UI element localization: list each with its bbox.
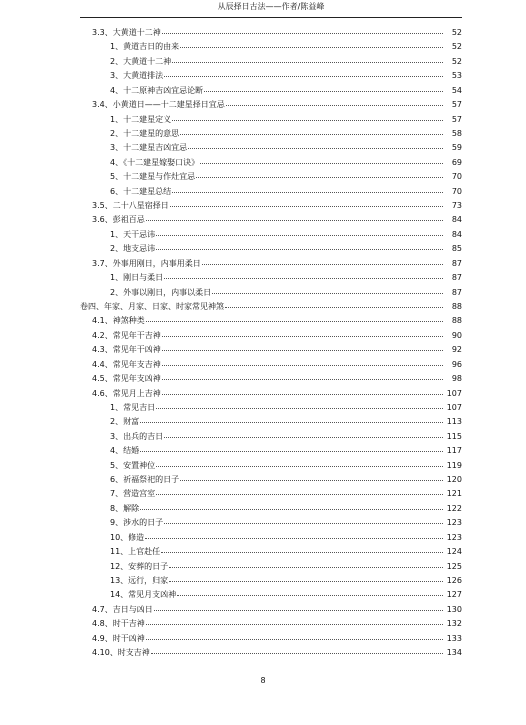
toc-entry-title: 9、涉水的日子 (110, 518, 164, 528)
toc-entry-page: 84 (451, 229, 462, 239)
toc-entry-title: 卷四、年家、月家、日家、时家常见神煞 (80, 301, 224, 311)
toc-entry[interactable] (110, 242, 462, 254)
toc-entry-page: 124 (446, 547, 462, 557)
toc-entry-title: 12、安葬的日子 (110, 561, 169, 571)
toc-entry[interactable] (92, 387, 462, 399)
toc-entry-page: 134 (446, 648, 462, 658)
toc-entry[interactable] (92, 213, 462, 225)
toc-leader-dots (151, 645, 443, 654)
toc-entry-title: 2、财富 (110, 417, 140, 427)
toc-entry-page: 107 (446, 388, 462, 398)
toc-entry[interactable] (110, 228, 462, 240)
toc-entry[interactable] (110, 502, 462, 514)
toc-entry[interactable] (110, 170, 462, 182)
toc-entry-title: 1、十二建星定义 (110, 114, 172, 124)
toc-entry-title: 4.9、时干凶神 (92, 633, 145, 643)
toc-entry-page: 120 (446, 475, 462, 485)
toc-entry[interactable] (110, 127, 462, 139)
toc-leader-dots (180, 39, 443, 48)
toc-leader-dots (196, 169, 443, 178)
toc-entry-page: 88 (451, 301, 462, 311)
toc-leader-dots (200, 155, 443, 164)
toc-entry-title: 6、祈福祭祀的日子 (110, 475, 180, 485)
toc-entry[interactable] (110, 55, 462, 67)
toc-entry[interactable] (110, 516, 462, 528)
toc-leader-dots (146, 212, 443, 221)
toc-entry-title: 10、修造 (110, 532, 145, 542)
toc-entry[interactable] (92, 372, 462, 384)
toc-entry[interactable] (110, 430, 462, 442)
page-header (80, 0, 462, 18)
toc-leader-dots (156, 241, 443, 250)
toc-entry-title: 1、天干忌讳 (110, 229, 156, 239)
toc-entry[interactable] (110, 156, 462, 168)
toc-entry-title: 1、常见吉日 (110, 402, 156, 412)
toc-entry[interactable] (110, 444, 462, 456)
toc-entry-page: 125 (446, 561, 462, 571)
toc-entry-title: 5、十二建星与作灶宜忌 (110, 172, 196, 182)
toc-leader-dots (154, 602, 443, 611)
toc-entry-title: 6、十二建星总结 (110, 186, 172, 196)
toc-leader-dots (172, 54, 443, 63)
toc-entry-title: 3.6、彭祖百忌 (92, 215, 145, 225)
toc-entry-title: 4.7、吉日与凶日 (92, 604, 153, 614)
toc-entry[interactable] (110, 271, 462, 283)
toc-entry-title: 2、大黄道十二神 (110, 56, 172, 66)
toc-leader-dots (170, 198, 443, 207)
toc-entry[interactable] (92, 98, 462, 110)
toc-entry-page: 115 (446, 431, 462, 441)
toc-entry-page: 90 (451, 330, 462, 340)
toc-entry[interactable] (92, 617, 462, 629)
toc-entry[interactable] (110, 415, 462, 427)
toc-entry[interactable] (110, 286, 462, 298)
toc-entry[interactable] (110, 40, 462, 52)
toc-entry[interactable] (110, 185, 462, 197)
toc-entry-title: 5、安置神位 (110, 460, 156, 470)
toc-entry-page: 84 (451, 215, 462, 225)
toc-entry-title: 4.6、常见月上吉神 (92, 388, 161, 398)
toc-leader-dots (172, 112, 443, 121)
toc-leader-dots (161, 544, 443, 553)
toc-entry-page: 123 (446, 518, 462, 528)
toc-entry-title: 3.7、外事用刚日，内事用柔日 (92, 258, 201, 268)
toc-leader-dots (169, 573, 443, 582)
toc-entry-page: 85 (451, 244, 462, 254)
toc-entry[interactable] (92, 603, 462, 615)
toc-leader-dots (156, 400, 443, 409)
toc-entry-page: 126 (446, 575, 462, 585)
toc-entry[interactable] (80, 300, 462, 312)
toc-leader-dots (146, 631, 443, 640)
toc-leader-dots (202, 256, 443, 265)
toc-entry[interactable] (110, 487, 462, 499)
toc-entry-page: 54 (451, 85, 462, 95)
toc-entry-page: 98 (451, 374, 462, 384)
toc-entry-title: 13、远行，归家 (110, 575, 169, 585)
toc-leader-dots (204, 83, 443, 92)
toc-leader-dots (169, 559, 443, 568)
toc-entry-title: 7、营造宫室 (110, 489, 156, 499)
toc-entry-title: 3、出兵的吉日 (110, 431, 164, 441)
toc-leader-dots (212, 285, 443, 294)
page-number: 8 (260, 676, 266, 685)
toc-entry-title: 14、常见月支凶神 (110, 590, 177, 600)
toc-entry-page: 73 (451, 201, 462, 211)
toc-entry[interactable] (110, 574, 462, 586)
toc-entry[interactable] (92, 199, 462, 211)
toc-entry-page: 130 (446, 604, 462, 614)
toc-leader-dots (172, 184, 443, 193)
toc-entry-title: 2、外事以刚日，内事以柔日 (110, 287, 212, 297)
toc-entry[interactable] (110, 141, 462, 153)
toc-entry-page: 121 (446, 489, 462, 499)
toc-leader-dots (146, 616, 443, 625)
toc-entry-page: 133 (446, 633, 462, 643)
toc-entry-page: 107 (446, 402, 462, 412)
toc-entry[interactable] (92, 632, 462, 644)
toc-entry-title: 4.4、常见年支吉神 (92, 359, 161, 369)
toc-entry[interactable] (110, 113, 462, 125)
toc-entry[interactable] (110, 560, 462, 572)
toc-entry-page: 88 (451, 316, 462, 326)
toc-entry-title: 1、黄道吉日的由来 (110, 42, 180, 52)
toc-leader-dots (162, 371, 443, 380)
toc-leader-dots (156, 227, 443, 236)
toc-entry-page: 70 (451, 172, 462, 182)
toc-leader-dots (164, 68, 443, 77)
toc-entry-page: 59 (451, 143, 462, 153)
toc-leader-dots (162, 25, 443, 34)
header-title: 从辰择日古法——作者/陈益峰 (217, 2, 325, 11)
toc-entry[interactable] (92, 343, 462, 355)
toc-leader-dots (140, 443, 443, 452)
toc-entry-page: 96 (451, 359, 462, 369)
toc-leader-dots (162, 386, 443, 395)
toc-leader-dots (140, 414, 443, 423)
toc-entry-title: 2、十二建星的意思 (110, 128, 180, 138)
toc-leader-dots (162, 357, 443, 366)
toc-entry-page: 57 (451, 114, 462, 124)
toc-entry-page: 87 (451, 258, 462, 268)
toc-entry-page: 57 (451, 100, 462, 110)
toc-leader-dots (162, 328, 443, 337)
toc-leader-dots (188, 140, 443, 149)
toc-entry[interactable] (92, 314, 462, 326)
toc-entry-title: 3、十二建星吉凶宜忌 (110, 143, 188, 153)
toc-entry-page: 53 (451, 71, 462, 81)
toc-entry[interactable] (110, 473, 462, 485)
toc-entry-page: 87 (451, 273, 462, 283)
toc-entry-title: 4、《十二建星嫁娶口诀》 (110, 157, 200, 167)
toc-entry-page: 69 (451, 157, 462, 167)
toc-entry[interactable] (110, 588, 462, 600)
toc-entry-page: 87 (451, 287, 462, 297)
toc-entry-title: 4、十二原神吉凶宜忌论断 (110, 85, 204, 95)
toc-entry-page: 52 (451, 56, 462, 66)
toc-entry-page: 58 (451, 128, 462, 138)
toc-entry-title: 4.1、神煞种类 (92, 316, 145, 326)
toc-leader-dots (177, 587, 443, 596)
toc-entry[interactable] (110, 69, 462, 81)
toc-entry-page: 132 (446, 619, 462, 629)
toc-leader-dots (140, 501, 443, 510)
toc-leader-dots (164, 270, 443, 279)
toc-entry[interactable] (110, 401, 462, 413)
toc-entry-page: 52 (451, 28, 462, 37)
toc-entry-title: 4.3、常见年干凶神 (92, 345, 161, 355)
toc-entry[interactable] (92, 26, 462, 38)
toc-entry-title: 2、地支忌讳 (110, 244, 156, 254)
toc-entry-page: 70 (451, 186, 462, 196)
toc-entry-title: 4.5、常见年支凶神 (92, 374, 161, 384)
toc-entry-page: 119 (446, 460, 462, 470)
toc-leader-dots (156, 458, 443, 467)
toc-entry[interactable] (92, 257, 462, 269)
toc-entry-title: 4.2、常见年干吉神 (92, 330, 161, 340)
toc-entry-title: 1、刚日与柔日 (110, 273, 164, 283)
toc-entry-title: 4.10、时支吉神 (92, 648, 150, 658)
toc-leader-dots (180, 126, 443, 135)
toc-entry-title: 8、解除 (110, 503, 140, 513)
toc-entry-title: 3、大黄道排法 (110, 71, 164, 81)
toc-entry-title: 11、上官赴任 (110, 547, 161, 557)
toc-leader-dots (225, 299, 443, 308)
toc-leader-dots (164, 429, 443, 438)
toc-leader-dots (180, 472, 443, 481)
toc-leader-dots (162, 342, 443, 351)
toc-leader-dots (164, 515, 443, 524)
toc-entry-page: 52 (451, 42, 462, 52)
toc-entry[interactable] (92, 358, 462, 370)
toc-entry[interactable] (110, 84, 462, 96)
toc-entry-title: 3.5、二十八星宿择日 (92, 201, 169, 211)
toc-entry-page: 122 (446, 503, 462, 513)
toc-leader-dots (156, 486, 443, 495)
toc-leader-dots (146, 313, 443, 322)
toc-entry[interactable] (110, 459, 462, 471)
toc-leader-dots (145, 530, 443, 539)
toc-entry[interactable] (110, 531, 462, 543)
toc-entry[interactable] (92, 646, 462, 658)
toc-entry-page: 127 (446, 590, 462, 600)
toc-entry-page: 117 (446, 446, 462, 456)
toc-entry-title: 3.3、大黄道十二神 (92, 28, 161, 37)
toc-leader-dots (226, 97, 443, 106)
toc-entry-page: 113 (446, 417, 462, 427)
toc-entry[interactable] (110, 545, 462, 557)
toc-entry-page: 92 (451, 345, 462, 355)
toc-entry[interactable] (92, 329, 462, 341)
toc-entry-title: 4.8、时干吉神 (92, 619, 145, 629)
toc-entry-title: 4、结婚 (110, 446, 140, 456)
toc-entry-page: 123 (446, 532, 462, 542)
toc-entry-title: 3.4、小黄道日——十二建星择日宜忌 (92, 100, 225, 110)
